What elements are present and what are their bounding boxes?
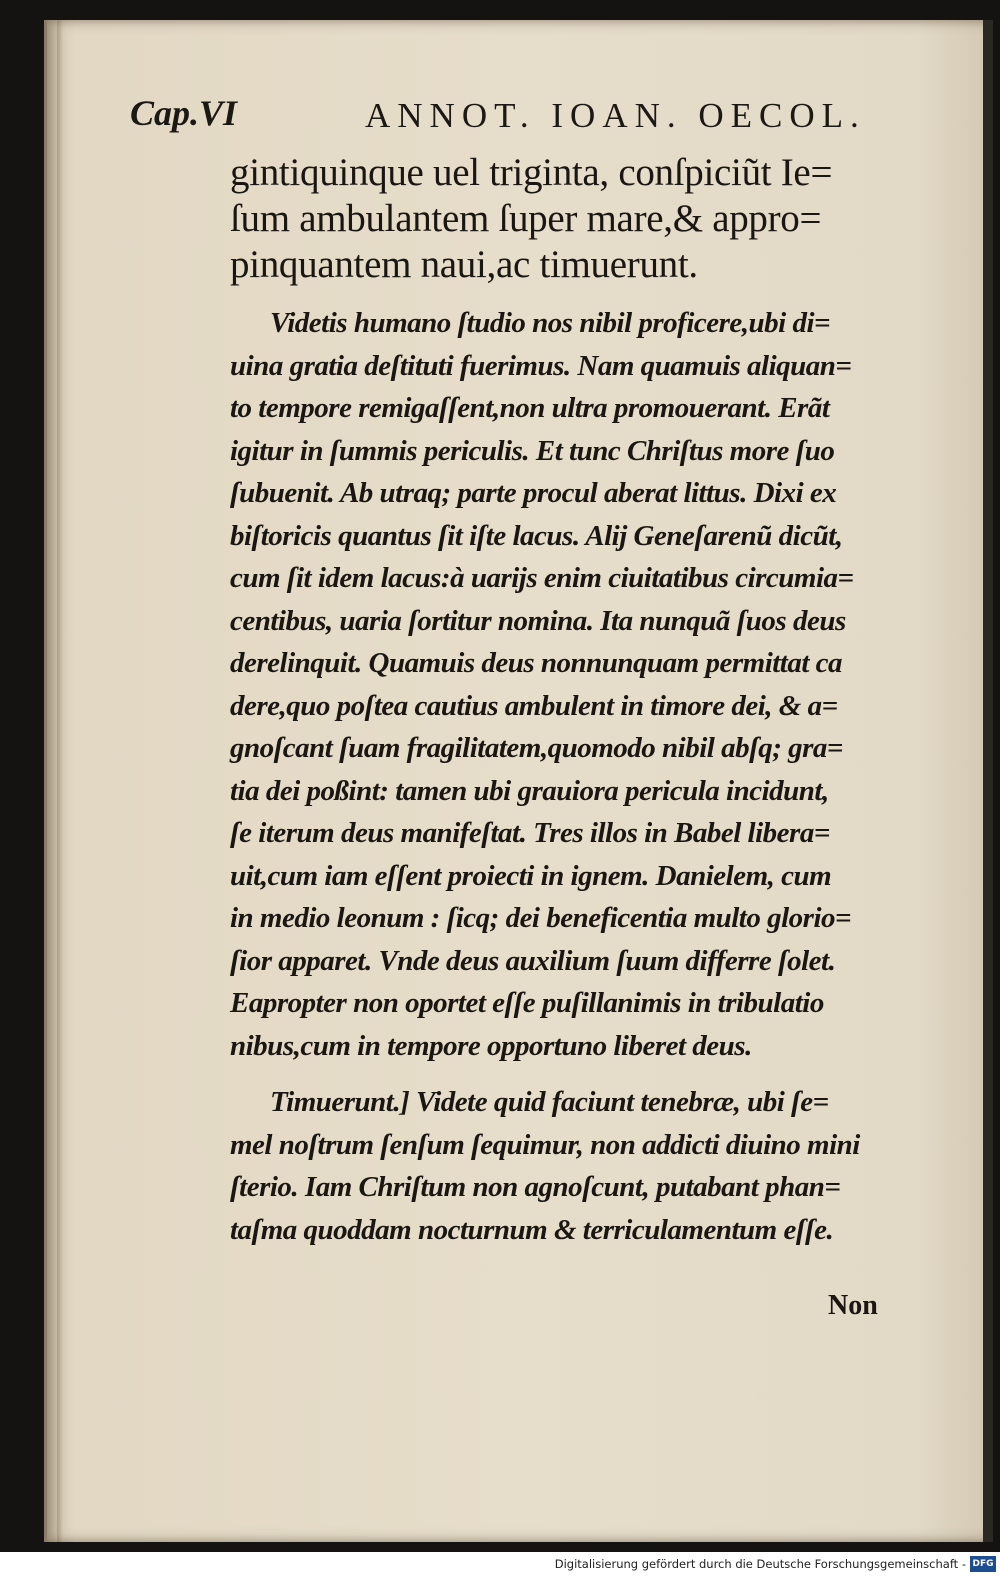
commentary-line: biſtoricis quantus ſit iſte lacus. Alij Geneſarenũ dicũt, xyxy=(230,519,843,552)
commentary-line: ſubuenit. Ab utraq; parte procul aberat littus. Dixi ex xyxy=(230,477,837,509)
commentary-line: Videtis humano ſtudio nos nibil proficere,ubi di= xyxy=(270,307,831,339)
page-body xyxy=(230,150,910,1251)
catchword: Non xyxy=(828,1290,878,1321)
commentary-line: ſe iterum deus manifeſtat. Tres illos in Babel libera= xyxy=(230,817,830,849)
page-edge xyxy=(983,20,993,1542)
commentary-line: Eapropter non oportet eſſe puſillanimis in tribulatio xyxy=(230,987,824,1019)
commentary-line: tia dei poßint: tamen ubi grauiora pericula incidunt, xyxy=(230,774,829,807)
commentary-line: taſma quoddam nocturnum & terriculamentum eſſe. xyxy=(230,1213,834,1246)
digitization-footer xyxy=(0,1552,1000,1578)
scripture-passage xyxy=(230,150,910,288)
commentary-line: cum ſit idem lacus:à uarijs enim ciuitatibus circumia= xyxy=(230,562,854,594)
commentary-line: gnoſcant ſuam fragilitatem,quomodo nibil abſq; gra= xyxy=(230,732,843,764)
funding-credit: Digitalisierung gefördert durch die Deutsche Forschungsgemeinschaft - xyxy=(554,1557,966,1571)
commentary-line: to tempore remigaſſent,non ultra promouerant. Erãt xyxy=(230,392,830,424)
commentary-line: centibus, uaria ſortitur nomina. Ita nunquã ſuos deus xyxy=(230,604,846,637)
chapter-label: Cap.VI xyxy=(130,93,238,133)
dfg-logo-icon: DFG xyxy=(970,1556,996,1572)
commentary-paragraph-1 xyxy=(230,302,910,1067)
commentary-line: ſterio. Iam Chriſtum non agnoſcunt, putabant phan= xyxy=(230,1171,841,1203)
commentary-line: in medio leonum : ſicq; dei beneficentia multo glorio= xyxy=(230,902,852,934)
commentary-line: uina gratia deſtituti fuerimus. Nam quamuis aliquan= xyxy=(230,349,852,382)
scripture-line: pinquantem naui,ac timuerunt. xyxy=(230,243,698,286)
scripture-line: ſum ambulantem ſuper mare,& appro= xyxy=(230,197,822,240)
commentary-line: ſior apparet. Vnde deus auxilium ſuum differre ſolet. xyxy=(230,944,836,977)
commentary-line: dere,quo poſtea cautius ambulent in timore dei, & a= xyxy=(230,689,838,722)
running-head xyxy=(130,92,920,142)
commentary-line: derelinquit. Quamuis deus nonnunquam permittat ca xyxy=(230,647,843,679)
running-title: ANNOT. IOAN. OECOL. xyxy=(365,96,866,135)
commentary-line: igitur in ſummis periculis. Et tunc Chriſtus more ſuo xyxy=(230,434,835,467)
commentary-line: mel noſtrum ſenſum ſequimur, non addicti diuino mini xyxy=(230,1128,860,1161)
commentary-line: nibus,cum in tempore opportuno liberet deus. xyxy=(230,1029,752,1062)
commentary-line: uit,cum iam eſſent proiecti in ignem. Danielem, cum xyxy=(230,859,832,892)
commentary-paragraph-2 xyxy=(230,1081,910,1251)
scripture-line: gintiquinque uel triginta, conſpiciũt Ie= xyxy=(230,151,833,194)
commentary-line: Timuerunt.] Videte quid faciunt tenebræ, ubi ſe= xyxy=(270,1086,829,1118)
